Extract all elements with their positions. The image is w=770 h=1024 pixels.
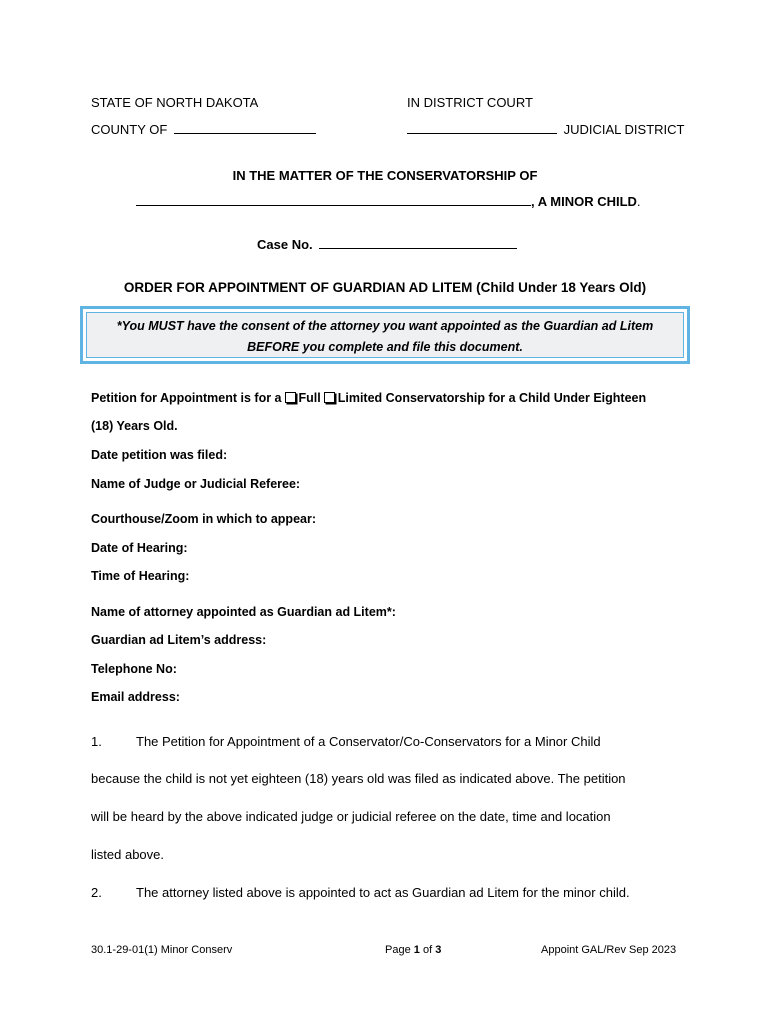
paragraph-1-number: 1. <box>91 734 102 749</box>
page-current: 1 <box>413 944 420 956</box>
email-field: Email address: <box>91 690 180 704</box>
district-row <box>407 122 684 137</box>
address-field: Guardian ad Litem’s address: <box>91 633 267 647</box>
minor-child-row <box>136 194 641 209</box>
page-total: 3 <box>435 944 442 956</box>
minor-child-period: . <box>636 194 641 209</box>
footer-page-number <box>385 944 441 956</box>
county-blank[interactable] <box>174 122 316 134</box>
paragraph-1-line-1: The Petition for Appointment of a Conservator/Co-Conservators for a Minor Child <box>136 734 601 749</box>
state-label: STATE OF NORTH DAKOTA <box>91 95 259 110</box>
judge-field: Name of Judge or Judicial Referee: <box>91 477 301 491</box>
petition-prefix: Petition for Appointment is for a <box>91 391 282 405</box>
paragraph-2-number: 2. <box>91 885 102 900</box>
district-blank[interactable] <box>407 122 557 134</box>
paragraph-1-line-3: will be heard by the above indicated judge or judicial referee on the date, time and location <box>91 809 611 824</box>
date-filed-field: Date petition was filed: <box>91 448 228 462</box>
county-row <box>91 122 316 137</box>
petition-row <box>91 391 646 405</box>
county-label: COUNTY OF <box>91 122 168 137</box>
footer-form-id: 30.1-29-01(1) Minor Conserv <box>91 944 233 956</box>
limited-option-label: Limited Conservatorship for a Child Under Eighteen <box>337 391 647 405</box>
consent-notice-inner <box>86 312 684 358</box>
district-label: JUDICIAL DISTRICT <box>563 122 685 137</box>
page-of: of <box>422 944 433 956</box>
document-title: ORDER FOR APPOINTMENT OF GUARDIAN AD LITEM (Child Under 18 Years Old) <box>123 280 647 295</box>
telephone-field: Telephone No: <box>91 662 177 676</box>
full-option-label: Full <box>298 391 321 405</box>
full-checkbox[interactable] <box>285 392 296 403</box>
notice-line-1: *You MUST have the consent of the attorney you want appointed as the Guardian ad Litem <box>116 319 654 333</box>
hearing-date-field: Date of Hearing: <box>91 541 188 555</box>
paragraph-2-line-1: The attorney listed above is appointed to act as Guardian ad Litem for the minor child. <box>136 885 630 900</box>
consent-notice-box <box>80 306 690 364</box>
attorney-field: Name of attorney appointed as Guardian ad Litem*: <box>91 605 396 619</box>
child-name-blank[interactable] <box>136 194 531 206</box>
court-label: IN DISTRICT COURT <box>407 95 533 110</box>
footer-revision: Appoint GAL/Rev Sep 2023 <box>541 944 677 956</box>
limited-checkbox[interactable] <box>324 392 335 403</box>
courthouse-field: Courthouse/Zoom in which to appear: <box>91 512 316 526</box>
hearing-time-field: Time of Hearing: <box>91 569 190 583</box>
page-word: Page <box>385 944 411 956</box>
notice-line-2: BEFORE you complete and file this document. <box>247 340 523 354</box>
minor-child-label: , A MINOR CHILD <box>531 194 637 209</box>
petition-continuation: (18) Years Old. <box>91 419 178 433</box>
matter-heading: IN THE MATTER OF THE CONSERVATORSHIP OF <box>232 168 538 183</box>
case-no-label: Case No. <box>257 237 313 252</box>
case-no-row <box>257 237 517 252</box>
paragraph-1-line-2: because the child is not yet eighteen (18) years old was filed as indicated above. The petition <box>91 771 626 786</box>
case-no-blank[interactable] <box>319 237 517 249</box>
paragraph-1-line-4: listed above. <box>91 847 164 862</box>
